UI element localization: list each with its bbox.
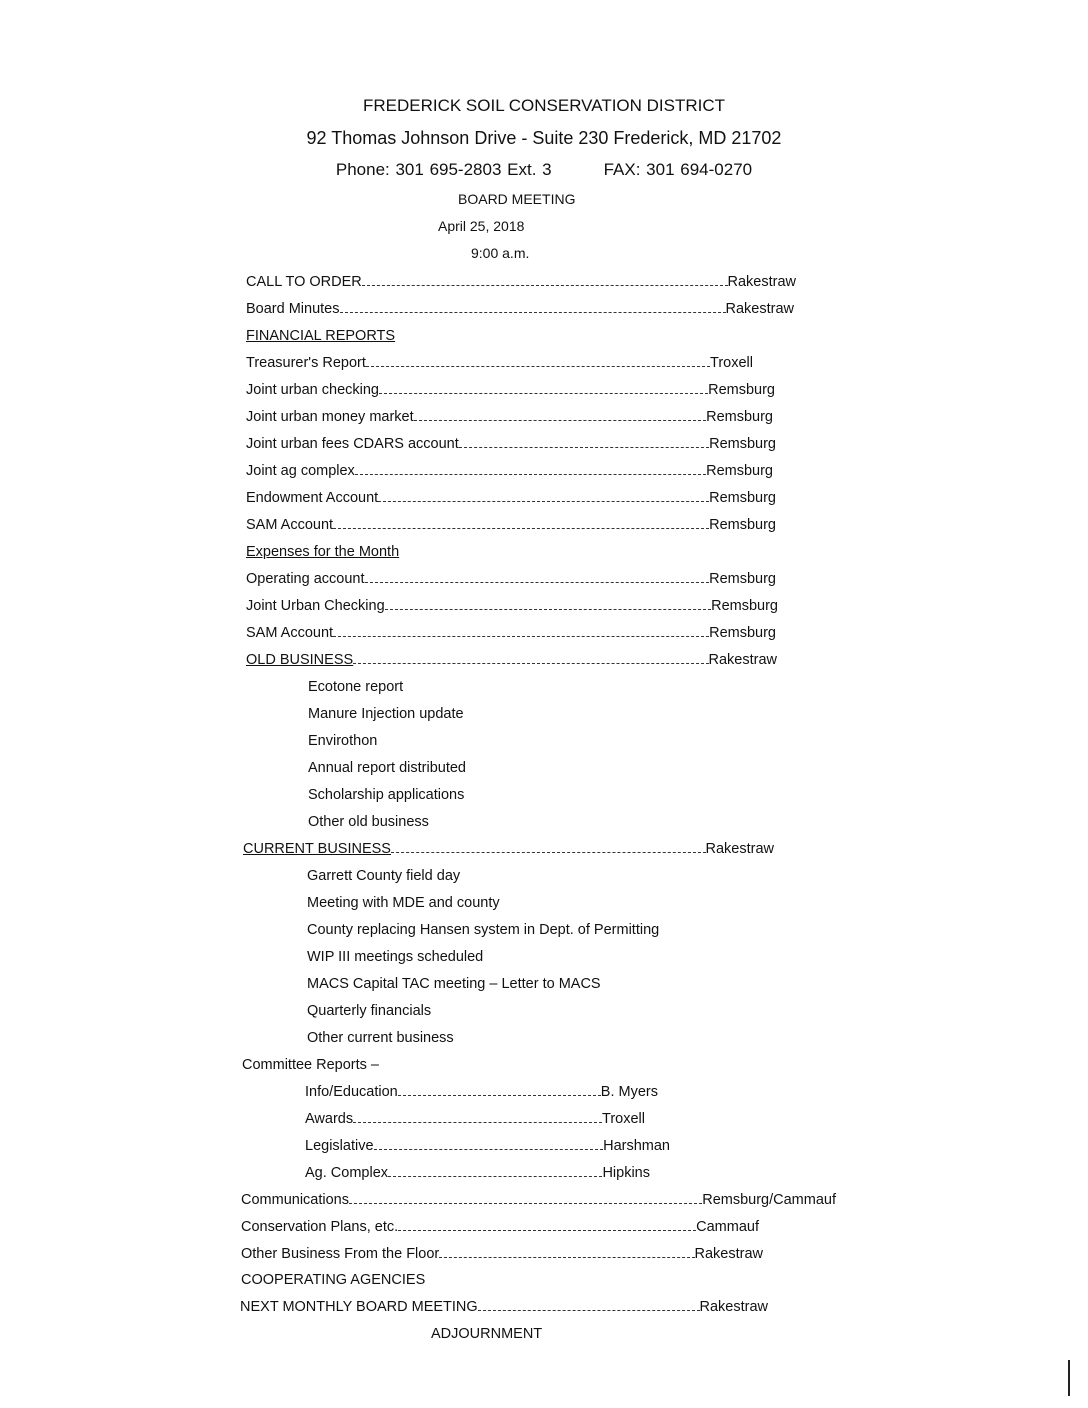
agenda-label: Ag. Complex — [305, 1165, 389, 1181]
agenda-label: Legislative — [305, 1138, 374, 1154]
committee-reports-heading: Committee Reports – — [242, 1057, 379, 1073]
agenda-row — [246, 623, 776, 643]
current-business-item: MACS Capital TAC meeting – Letter to MACS — [307, 976, 601, 992]
agenda-presenter: B. Myers — [600, 1084, 658, 1100]
agenda-presenter: Remsburg — [709, 571, 776, 587]
committee-row — [305, 1109, 645, 1129]
agenda-presenter: Remsburg — [706, 409, 773, 425]
adjournment: ADJOURNMENT — [431, 1326, 543, 1342]
agenda-presenter: Remsburg — [709, 517, 776, 533]
agenda-row-call-to-order — [246, 272, 796, 292]
agenda-label: NEXT MONTHLY BOARD MEETING — [240, 1299, 478, 1315]
current-business-item: Garrett County field day — [307, 868, 461, 884]
agenda-presenter: Troxell — [602, 1111, 645, 1127]
current-business-item: Other current business — [307, 1030, 454, 1046]
fax-number: FAX: 301 694-0270 — [603, 160, 753, 179]
agenda-presenter: Remsburg — [706, 463, 773, 479]
agenda-presenter: Troxell — [710, 355, 753, 371]
agenda-row — [246, 380, 775, 400]
agenda-row-old-business — [246, 650, 777, 670]
agenda-row — [246, 434, 776, 454]
agenda-label: OLD BUSINESS — [246, 652, 354, 668]
agenda-row — [246, 353, 753, 373]
agenda-label: Operating account — [246, 571, 365, 587]
agenda-row-conservation-plans — [241, 1217, 759, 1237]
agenda-presenter: Hipkins — [602, 1165, 650, 1181]
current-business-item: WIP III meetings scheduled — [307, 949, 484, 965]
agenda-row — [246, 461, 773, 481]
agenda-label: Board Minutes — [246, 301, 340, 317]
agenda-label: Endowment Account — [246, 490, 379, 506]
phone-number: Phone: 301 695-2803 Ext. 3 — [335, 160, 552, 179]
agenda-label: Joint urban checking — [246, 382, 379, 398]
old-business-item: Envirothon — [308, 733, 378, 749]
agenda-label: Communications — [241, 1192, 349, 1208]
scan-edge-mark — [1068, 1360, 1070, 1396]
agenda-label: SAM Account — [246, 517, 334, 533]
cooperating-agencies: COOPERATING AGENCIES — [241, 1272, 426, 1288]
old-business-item: Manure Injection update — [308, 706, 464, 722]
agenda-row — [246, 515, 776, 535]
agenda-presenter: Rakestraw — [708, 652, 777, 668]
agenda-label: Other Business From the Floor — [241, 1246, 440, 1262]
old-business-item: Ecotone report — [308, 679, 404, 695]
agenda-presenter: Harshman — [603, 1138, 670, 1154]
org-name: FREDERICK SOIL CONSERVATION DISTRICT — [362, 96, 726, 115]
agenda-presenter: Remsburg — [708, 382, 775, 398]
agenda-label: Joint Urban Checking — [246, 598, 385, 614]
agenda-row-next-meeting — [240, 1297, 768, 1317]
agenda-label: CALL TO ORDER — [246, 274, 362, 290]
agenda-label: Joint urban fees CDARS account — [246, 436, 459, 452]
meeting-time: 9:00 a.m. — [471, 245, 530, 261]
agenda-presenter: Remsburg — [709, 436, 776, 452]
agenda-presenter: Cammauf — [696, 1219, 759, 1235]
agenda-presenter: Remsburg/Cammauf — [702, 1192, 836, 1208]
agenda-label: Joint urban money market — [246, 409, 414, 425]
agenda-label: CURRENT BUSINESS — [243, 841, 391, 857]
org-address: 92 Thomas Johnson Drive - Suite 230 Frederick, MD 21702 — [306, 128, 782, 148]
agenda-presenter: Rakestraw — [694, 1246, 763, 1262]
agenda-row — [246, 407, 773, 427]
agenda-presenter: Remsburg — [709, 490, 776, 506]
agenda-label: Conservation Plans, etc. — [241, 1219, 399, 1235]
committee-row — [305, 1163, 650, 1183]
agenda-label: Info/Education — [305, 1084, 398, 1100]
contact-line — [0, 160, 1088, 180]
agenda-label: SAM Account — [246, 625, 334, 641]
current-business-item: Meeting with MDE and county — [307, 895, 500, 911]
agenda-row-current-business — [243, 839, 774, 859]
agenda-presenter: Remsburg — [711, 598, 778, 614]
expenses-heading: Expenses for the Month — [246, 544, 400, 560]
agenda-label: Joint ag complex — [246, 463, 355, 479]
meeting-title: BOARD MEETING — [458, 191, 576, 207]
agenda-presenter: Rakestraw — [725, 301, 794, 317]
agenda-row — [246, 569, 776, 589]
agenda-row-communications — [241, 1190, 836, 1210]
current-business-item: County replacing Hansen system in Dept. of Permitting — [307, 922, 660, 938]
old-business-item: Scholarship applications — [308, 787, 465, 803]
committee-row — [305, 1136, 670, 1156]
agenda-presenter: Rakestraw — [705, 841, 774, 857]
current-business-item: Quarterly financials — [307, 1003, 432, 1019]
old-business-item: Other old business — [308, 814, 429, 830]
agenda-label: Awards — [305, 1111, 354, 1127]
agenda-presenter: Rakestraw — [699, 1299, 768, 1315]
agenda-row-board-minutes — [246, 299, 794, 319]
agenda-label: Treasurer's Report — [246, 355, 366, 371]
agenda-row-other-business — [241, 1244, 763, 1264]
agenda-row — [246, 596, 778, 616]
old-business-item: Annual report distributed — [308, 760, 466, 776]
meeting-date: April 25, 2018 — [438, 218, 525, 234]
committee-row — [305, 1082, 658, 1102]
agenda-presenter: Remsburg — [709, 625, 776, 641]
financial-reports-heading: FINANCIAL REPORTS — [246, 328, 396, 344]
agenda-row — [246, 488, 776, 508]
agenda-presenter: Rakestraw — [727, 274, 796, 290]
